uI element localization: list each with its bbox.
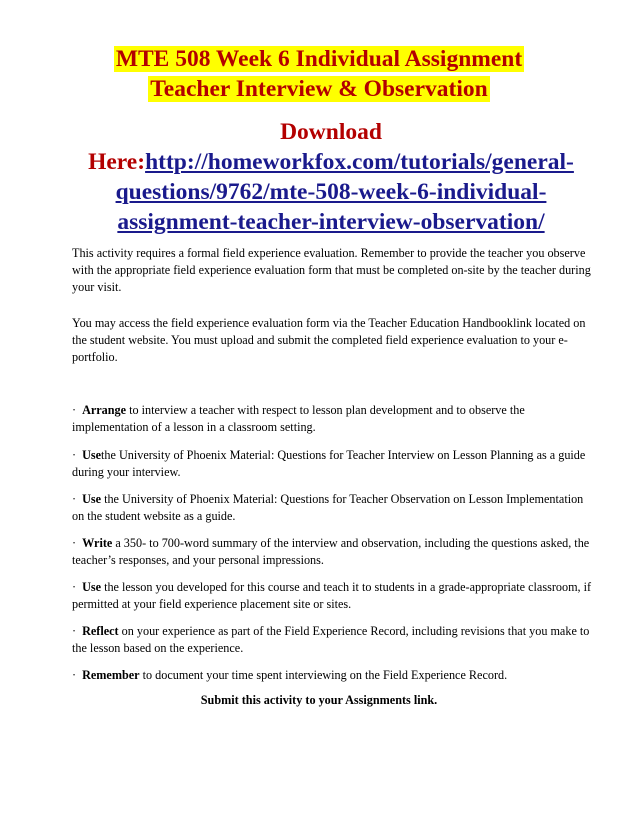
list-item [72,402,597,436]
list-item [72,491,597,525]
item-text: the University of Phoenix Material: Questions for Teacher Interview on Lesson Planning as a guide during your interview. [72,448,586,479]
bullet-icon: · [72,624,77,638]
item-text: the lesson you developed for this course and teach it to students in a grade-appropriate classroom, if permitted at your field experience placement site or sites. [72,580,592,611]
handbook-paragraph: You may access the field experience evaluation form via the Teacher Education Handbooklink located on the student website. You must upload and submit the completed field experience evaluation to your e-portfolio. [72,316,586,364]
item-text: the University of Phoenix Material: Questions for Teacher Observation on Lesson Implementation on the student website as a guide. [72,492,584,523]
download-block [66,117,596,237]
submit-instruction: Submit this activity to your Assignments link. [200,693,438,707]
title-line-1: MTE 508 Week 6 Individual Assignment [115,46,523,72]
bullet-icon: · [72,580,77,594]
item-text: to interview a teacher with respect to lesson plan development and to observe the implementation of a lesson in a classroom setting. [72,403,525,434]
download-link[interactable]: http://homeworkfox.com/tutorials/general-questions/9762/mte-508-week-6-individual-assignment-teacher-interview-observation/ [115,149,574,235]
download-label: Download Here: [88,119,382,175]
item-text: to document your time spent interviewing on the Field Experience Record. [139,668,508,682]
intro-paragraph: This activity requires a formal field experience evaluation. Remember to provide the teacher you observe with the appropriate field experience evaluation form that must be completed on-site by the teacher during your visit. [72,246,591,294]
bullet-icon: · [72,448,77,462]
item-keyword: Use [82,448,102,462]
bullet-icon: · [72,492,77,506]
item-keyword: Use [82,580,102,594]
item-text: a 350- to 700-word summary of the interview and observation, including the questions asked, the teacher’s responses, and your personal impressions. [72,536,590,567]
assignment-title [0,44,638,104]
list-item [72,667,597,684]
bullet-icon: · [72,668,77,682]
list-item [72,579,597,613]
item-keyword: Write [82,536,113,550]
bullet-icon: · [72,536,77,550]
title-line-2: Teacher Interview & Observation [150,76,488,102]
item-keyword: Remember [82,668,140,682]
item-text: on your experience as part of the Field Experience Record, including revisions that you make to the lesson based on the experience. [72,624,590,655]
item-keyword: Reflect [82,624,119,638]
list-item [72,623,597,657]
bullet-icon: · [72,403,77,417]
list-item [72,447,597,481]
item-keyword: Use [82,492,102,506]
item-keyword: Arrange [82,403,127,417]
list-item [72,535,597,569]
